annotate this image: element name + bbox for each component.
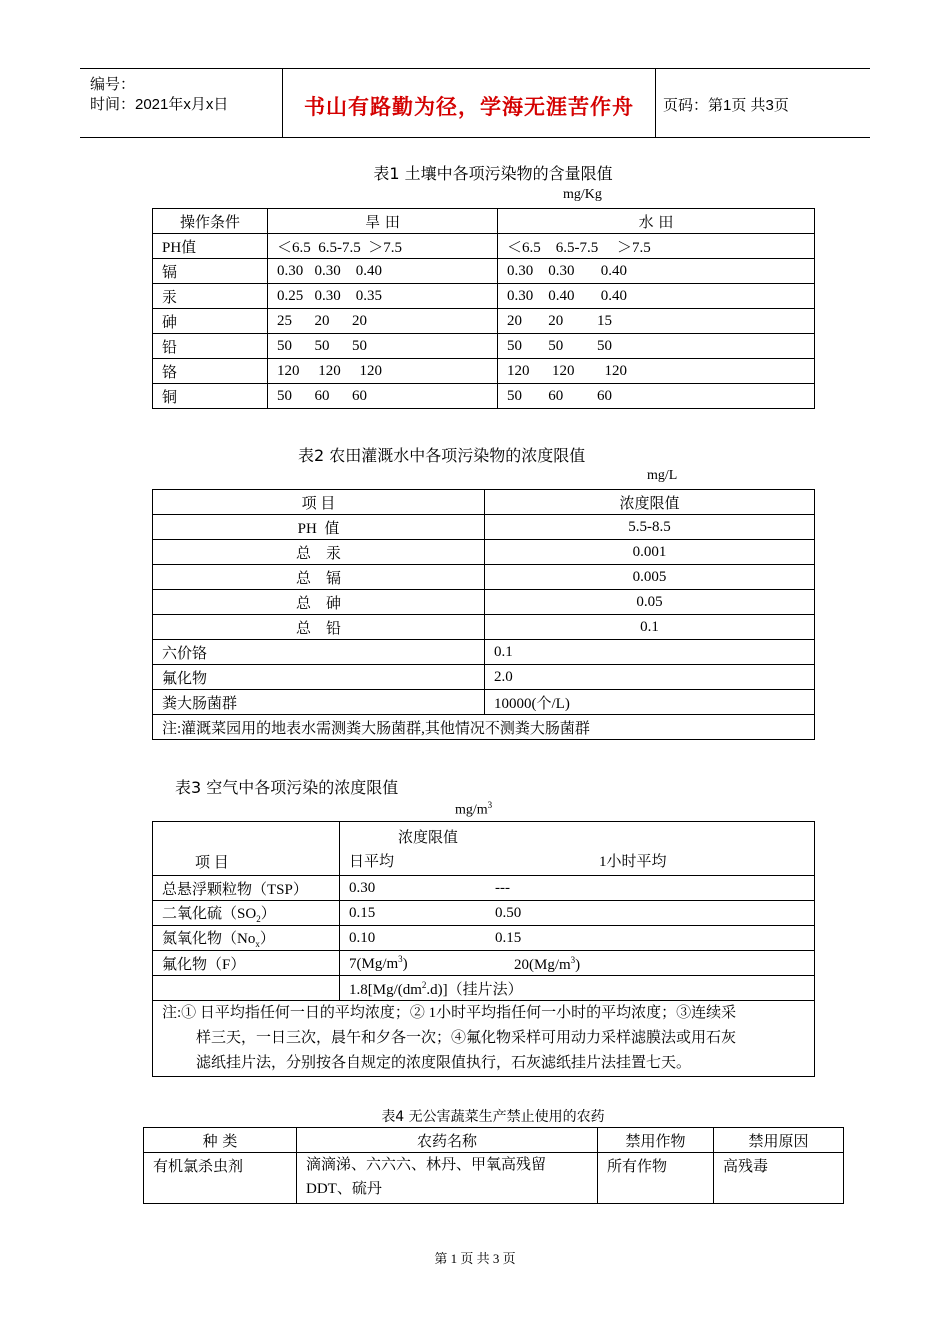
header-motto-cell [282, 69, 656, 137]
table2-header-row [153, 490, 815, 515]
header-meta [80, 69, 282, 137]
table4-caption: 表4 无公害蔬菜生产禁止使用的农药 [381, 1109, 605, 1125]
table3-fluoride-hourly-end: ) [575, 957, 581, 973]
table-cell: 0.30 0.40 0.40 [498, 284, 815, 309]
table4-cell: 所有作物 [598, 1153, 714, 1204]
table3-daily-value: 0.15 [349, 904, 376, 921]
page-label: 页码：第1页 共3页 [663, 97, 789, 114]
table4-cell: 有机氯杀虫剂 [144, 1153, 297, 1204]
table3-values [340, 901, 815, 926]
table3-values [340, 926, 815, 951]
table1-header-cell: 操作条件 [153, 209, 268, 234]
table3-fluoride-extra [340, 976, 815, 1001]
table3-hourly-value: --- [495, 880, 510, 896]
table4-cell: 高残毒 [714, 1153, 844, 1204]
table3-header-item: 项 目 [153, 822, 340, 876]
table-cell: 粪大肠菌群 [153, 690, 485, 715]
table-cell: 120 120 120 [268, 359, 498, 384]
table-cell: 六价铬 [153, 640, 485, 665]
table-cell: 10000(个/L) [485, 690, 815, 715]
table-cell: 氟化物 [153, 665, 485, 690]
table1-header-cell: 水 田 [498, 209, 815, 234]
table-cell: 2.0 [485, 665, 815, 690]
table-row [153, 926, 815, 951]
table3-name-end: ） [259, 931, 275, 947]
table4-cell-line: DDT、硫丹 [306, 1181, 382, 1197]
table3-fluoride-daily-end: ) [402, 955, 408, 972]
table-cell: 0.001 [485, 540, 815, 565]
table3-hourly-value: 0.50 [495, 905, 522, 921]
table3-fluoride-extra-row [153, 976, 815, 1001]
table-row [153, 540, 815, 565]
table3-unit-sup: 3 [487, 800, 493, 810]
table3-hourly-value: 0.15 [495, 930, 522, 946]
table-cell: 铜 [153, 384, 268, 409]
table4-header-row [144, 1128, 844, 1153]
table4-cell [297, 1153, 598, 1204]
table3-pollutant-name [153, 901, 340, 926]
table1-caption: 表1 土壤中各项污染物的含量限值 [373, 164, 613, 183]
table-cell: 0.1 [485, 640, 815, 665]
table-row [153, 359, 815, 384]
table4-header-cell: 禁用原因 [714, 1128, 844, 1153]
table-cell: 0.1 [485, 615, 815, 640]
table-row [144, 1153, 844, 1204]
table-cell: 砷 [153, 309, 268, 334]
table-cell: 0.005 [485, 565, 815, 590]
table3-name-sub: x [255, 939, 260, 949]
table3-note-line: 样三天，一日三次，晨午和夕各一次；④氟化物采样可用动力采样滤膜法或用石灰 [196, 1030, 737, 1046]
table3-fluoride-hourly-sup: 3 [570, 955, 576, 965]
table3-header-conc: 浓度限值 [398, 830, 459, 846]
table4 [143, 1127, 844, 1204]
table1-header-row [153, 209, 815, 234]
table-row [153, 334, 815, 359]
table-cell: 总 铅 [153, 615, 485, 640]
table-row [153, 640, 815, 665]
table3-header-row [153, 822, 815, 876]
table-cell: ＜6.5 6.5-7.5 ＞7.5 [268, 234, 498, 259]
table3-fluoride-extra-end: .d)]（挂片法） [426, 981, 523, 998]
table4-header-cell: 禁用作物 [598, 1128, 714, 1153]
table-row [153, 234, 815, 259]
page-footer: 第 1 页 共 3 页 [434, 1251, 516, 1266]
table3-header-conc-cell [340, 822, 815, 876]
table-row [153, 876, 815, 901]
table3-name-text: 二氧化硫（SO [162, 906, 257, 922]
table3-fluoride-extra-sup: 2 [421, 979, 427, 990]
table3-name-text: 氮氧化物（No [162, 931, 256, 947]
table-cell: 50 60 60 [498, 384, 815, 409]
table3-header-daily: 日平均 [349, 854, 395, 870]
table3-fluoride-row [153, 951, 815, 976]
table2-header-cell: 浓度限值 [485, 490, 815, 515]
table-row [153, 615, 815, 640]
table-row [153, 565, 815, 590]
table2-note: 注:灌溉菜园用的地表水需测粪大肠菌群,其他情况不测粪大肠菌群 [153, 715, 815, 740]
table2-unit: mg/L [647, 468, 678, 483]
code-label: 编号： [90, 76, 136, 93]
header-page-cell [655, 69, 870, 137]
table-cell: 总 汞 [153, 540, 485, 565]
table-row [153, 665, 815, 690]
table3-note-line: 注:① 日平均指任何一日的平均浓度；② 1小时平均指任何一小时的平均浓度；③连续采 [162, 1005, 737, 1021]
table3-unit [455, 800, 492, 819]
table3-note-line: 滤纸挂片法，分别按各自规定的浓度限值执行，石灰滤纸挂片法挂置七天。 [196, 1055, 692, 1071]
table1 [152, 208, 815, 409]
table3-fluoride-hourly [514, 955, 580, 974]
table3-fluoride-values [340, 951, 815, 976]
table-row [153, 590, 815, 615]
table-cell: 汞 [153, 284, 268, 309]
table3-empty-cell [153, 976, 340, 1001]
table-cell: 50 60 60 [268, 384, 498, 409]
table2-caption: 表2 农田灌溉水中各项污染物的浓度限值 [298, 446, 586, 465]
table2-header-cell: 项 目 [153, 490, 485, 515]
table1-unit: mg/Kg [563, 187, 602, 202]
table-cell: 总 镉 [153, 565, 485, 590]
table3-name-text: 总悬浮颗粒物（TSP） [162, 881, 308, 898]
table-cell: PH值 [153, 234, 268, 259]
table-cell: 总 砷 [153, 590, 485, 615]
table-cell: ＜6.5 6.5-7.5 ＞7.5 [498, 234, 815, 259]
table3-note [153, 1001, 815, 1077]
table-row [153, 284, 815, 309]
table3-fluoride-hourly-text: 20(Mg/m [514, 957, 571, 973]
table4-header-cell: 农药名称 [297, 1128, 598, 1153]
table-cell: 0.05 [485, 590, 815, 615]
table3-daily-value: 0.10 [349, 929, 376, 946]
table4-header-cell: 种 类 [144, 1128, 297, 1153]
table-cell: 25 20 20 [268, 309, 498, 334]
table-row [153, 901, 815, 926]
table3-fluoride-extra-text: 1.8[Mg/(dm [349, 981, 422, 998]
table3-fluoride-daily [349, 953, 408, 972]
table3 [152, 821, 815, 1077]
table3-name-sub: 2 [256, 914, 261, 924]
table-cell: 铅 [153, 334, 268, 359]
table3-pollutant-name [153, 876, 340, 901]
table3-fluoride-daily-sup: 3 [398, 953, 403, 964]
table3-name-end: ） [260, 906, 276, 922]
table-cell: 0.30 0.30 0.40 [498, 259, 815, 284]
table4-cell-line: 滴滴涕、六六六、林丹、甲氧高残留 [306, 1157, 547, 1173]
table-cell: 镉 [153, 259, 268, 284]
table3-daily-value: 0.30 [349, 879, 376, 896]
table-cell: 120 120 120 [498, 359, 815, 384]
table3-unit-text: mg/m [455, 802, 488, 818]
table-row [153, 384, 815, 409]
table3-pollutant-name [153, 926, 340, 951]
table-cell: 20 20 15 [498, 309, 815, 334]
table3-caption: 表3 空气中各项污染的浓度限值 [175, 778, 399, 797]
table-cell: 0.25 0.30 0.35 [268, 284, 498, 309]
table-cell: 50 50 50 [268, 334, 498, 359]
table3-note-row [153, 1001, 815, 1077]
table3-fluoride-daily-text: 7(Mg/m [349, 955, 399, 972]
table-row [153, 309, 815, 334]
table-row [153, 515, 815, 540]
table-row [153, 690, 815, 715]
page-header [80, 68, 870, 138]
table-cell: 50 50 50 [498, 334, 815, 359]
table-cell: 0.30 0.30 0.40 [268, 259, 498, 284]
motto: 书山有路勤为径，学海无涯苦作舟 [304, 95, 634, 119]
table-cell: 铬 [153, 359, 268, 384]
table3-values [340, 876, 815, 901]
table-cell: PH 值 [153, 515, 485, 540]
table3-fluoride-name: 氟化物（F） [153, 951, 340, 976]
table-row [153, 259, 815, 284]
table-cell: 5.5-8.5 [485, 515, 815, 540]
table2 [152, 489, 815, 740]
table1-header-cell: 旱 田 [268, 209, 498, 234]
time-label: 时间：2021年x月x日 [90, 96, 229, 113]
table3-header-hourly: 1小时平均 [599, 854, 667, 870]
table2-note-row [153, 715, 815, 740]
